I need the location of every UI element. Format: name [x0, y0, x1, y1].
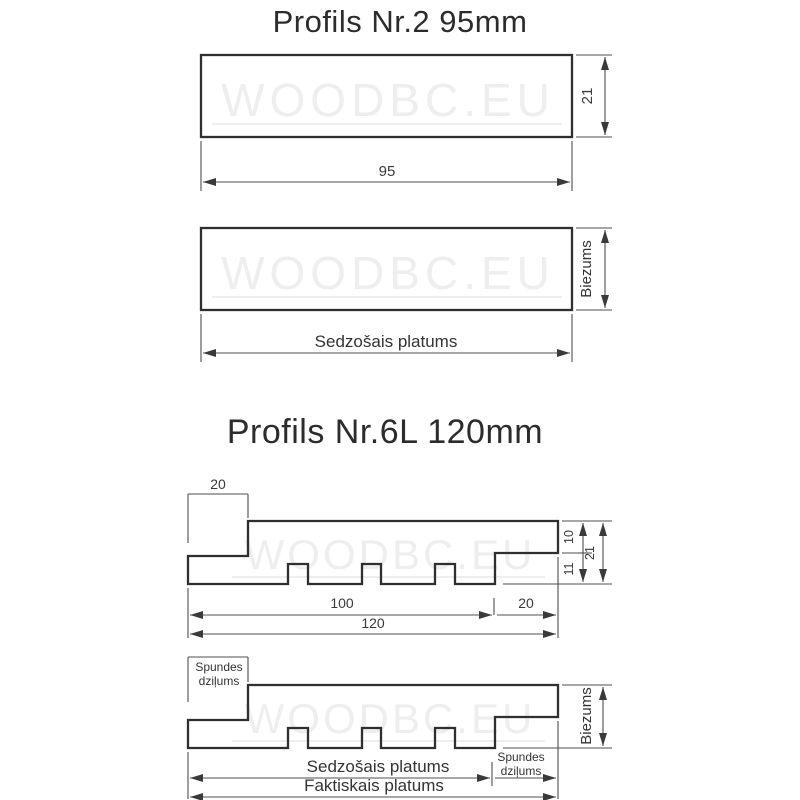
dimension-value-tongue-thickness: 10: [562, 530, 576, 544]
label-tongue-depth-right-line1: Spundes: [497, 750, 545, 764]
label-thickness: Biezums: [578, 687, 595, 745]
label-tongue-depth-right-line2: dziļums: [500, 764, 542, 778]
drawing-profile6l-labeled: [188, 657, 612, 799]
drawing-profile2-labeled: [201, 228, 612, 362]
dimension-value-tongue-width: 20: [518, 595, 534, 611]
section-title-profile-nr2: Profils Nr.2 95mm: [272, 4, 528, 39]
dimension-value-cover-width: 100: [330, 595, 354, 611]
drawing-profile6l-dimensioned: [188, 476, 612, 638]
label-total-width: Faktiskais platums: [304, 776, 444, 795]
watermark-text: WOODBC.EU: [244, 695, 536, 742]
dimension-value-lap-thickness: 11: [562, 562, 576, 576]
watermark-text: WOODBC.EU: [221, 247, 555, 299]
label-tongue-depth-line1: Spundes: [195, 660, 243, 674]
dimension-value-thickness: 21: [583, 546, 597, 560]
label-cover-width: Sedzošais platums: [306, 757, 450, 776]
watermark-text: WOODBC.EU: [244, 531, 536, 578]
label-tongue-depth-line2: dziļums: [198, 674, 240, 688]
dimension-value-total-width: 120: [361, 615, 385, 631]
dimension-value-thickness: 21: [579, 87, 596, 105]
label-thickness: Biezums: [578, 240, 595, 298]
drawing-profile2-dimensioned: [201, 55, 612, 191]
section-title-profile-nr6l: Profils Nr.6L 120mm: [226, 413, 544, 451]
label-cover-width: Sedzošais platums: [314, 332, 458, 351]
watermark-text: WOODBC.EU: [221, 74, 555, 126]
dimension-value-lap-width: 20: [210, 476, 226, 492]
dimension-value-width: 95: [378, 163, 396, 180]
